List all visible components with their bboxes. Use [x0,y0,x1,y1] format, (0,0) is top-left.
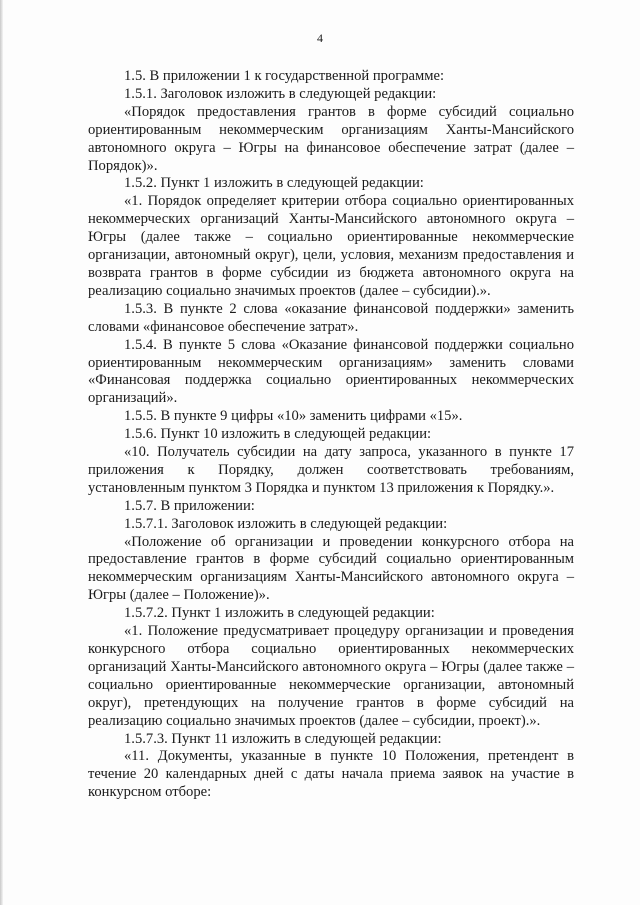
paragraph-1-5-4: 1.5.4. В пункте 5 слова «Оказание финансовой поддержки социально ориентированным некоммерческим организациям» заменить словами «Финансовая поддержка социально ориентированных некоммерческих организаций». [88,336,574,407]
paragraph-1-5-6: 1.5.6. Пункт 10 изложить в следующей редакции: [124,426,432,443]
paragraph-1-5-1: 1.5.1. Заголовок изложить в следующей редакции: [124,85,437,102]
paragraph-1-5-7-1: 1.5.7.1. Заголовок изложить в следующей редакции: [124,515,448,532]
paragraph-point-1-quote: «1. Порядок определяет критерии отбора социально ориентированных некоммерческих организаций Ханты-Мансийского автономного округа – Югры (далее также – социально ориентированные некоммерческие организации, автономный округ), цели, условия, механизм предоставления и возврата грантов в форме субсидии из бюджета автономного округа на реализацию социально значимых проектов (далее – субсидии).». [88,193,574,299]
document-body [88,68,574,802]
paragraph-1-5-5: 1.5.5. В пункте 9 цифры «10» заменить цифрами «15». [124,408,463,425]
paragraph-1-5-2: 1.5.2. Пункт 1 изложить в следующей редакции: [124,175,424,192]
paragraph-1-5-7: 1.5.7. В приложении: [124,497,255,514]
paragraph-1-5: 1.5. В приложении 1 к государственной программе: [124,68,445,84]
paragraph-point-11-quote: «11. Документы, указанные в пункте 10 Положения, претендент в течение 20 календарных дней с даты начала приема заявок на участие в конкурсном отборе: [88,748,574,801]
paragraph-regulation-point-1-quote: «1. Положение предусматривает процедуру организации и проведения конкурсного отбора социально ориентированных некоммерческих организаций Ханты-Мансийского автономного округа – Югры (далее также – социально ориентированные некоммерческие организации, автономный округ), претендующих на получение грантов в форме субсидий на реализацию социально значимых проектов (далее – субсидии, проект).». [88,623,574,729]
paragraph-title-quote: «Порядок предоставления грантов в форме субсидий социально ориентированным некоммерческим организациям Ханты-Мансийского автономного округа – Югры на финансовое обеспечение затрат (далее – Порядок)». [88,103,574,174]
paragraph-regulation-title-quote: «Положение об организации и проведении конкурсного отбора на предоставление грантов в форме субсидий социально ориентированным некоммерческим организациям Ханты-Мансийского автономного округа – Югры (далее – Положение)». [88,533,574,604]
paragraph-1-5-7-3: 1.5.7.3. Пункт 11 изложить в следующей редакции: [124,730,442,747]
paragraph-1-5-7-2: 1.5.7.2. Пункт 1 изложить в следующей редакции: [124,605,435,622]
page-number: 4 [317,31,323,45]
paragraph-1-5-3: 1.5.3. В пункте 2 слова «оказание финансовой поддержки» заменить словами «финансовое обеспечение затрат». [88,300,574,335]
page-left-edge [0,0,3,905]
paragraph-point-10-quote: «10. Получатель субсидии на дату запроса, указанного в пункте 17 приложения к Порядку, должен соответствовать требованиям, установленным пунктом 3 Порядка и пунктом 13 приложения к Порядку.». [88,444,574,496]
